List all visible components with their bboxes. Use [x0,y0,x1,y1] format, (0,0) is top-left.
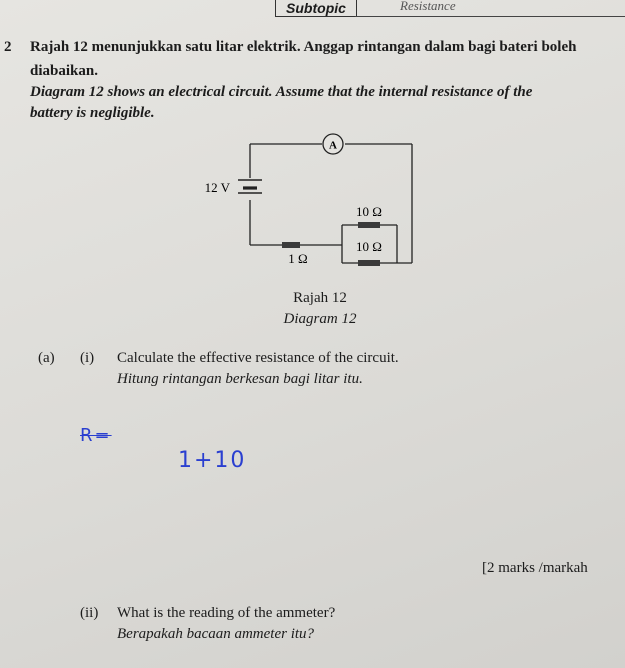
diagram-caption-en: Diagram 12 [283,311,357,327]
resistor-10-ohm-top [358,222,380,228]
subtopic-label: Subtopic [275,0,357,17]
part-a-i-label: (i) [80,350,95,366]
part-a-i-question-bm: Hitung rintangan berkesan bagi litar itu. [117,371,363,387]
question-text-en-1: Diagram 12 shows an electrical circuit. Assume that the internal resistance of the [30,84,533,100]
question-text-bm-1: Rajah 12 menunjukkan satu litar elektrik. Anggap rintangan dalam bagi bateri boleh [30,39,577,55]
question-text-en-2: battery is negligible. [30,105,155,121]
header-rule [355,16,625,17]
part-a-ii-question-en: What is the reading of the ammeter? [117,605,336,621]
resistor-series-label: 1 Ω [288,251,308,266]
part-a-i-question-en: Calculate the effective resistance of the circuit. [117,350,399,366]
resistor-1-ohm [282,242,300,248]
subtopic-value: Resistance [400,0,456,13]
resistor-10-ohm-bottom [358,260,380,266]
handwritten-scribble: R= [80,425,112,446]
question-number: 2 [4,39,12,55]
battery-label: 12 V [204,180,230,195]
resistor-bottom-label: 10 Ω [356,239,382,254]
part-a-label: (a) [38,350,55,366]
part-a-ii-label: (ii) [80,605,99,621]
diagram-caption-bm: Rajah 12 [293,290,347,306]
marks-label: [2 marks /markah [482,560,588,576]
question-text-bm-2: diabaikan. [30,63,98,79]
part-a-ii-question-bm: Berapakah bacaan ammeter itu? [117,626,315,642]
ammeter-label: A [329,139,337,152]
resistor-top-label: 10 Ω [356,204,382,219]
handwritten-answer: 1+10 [178,448,247,473]
